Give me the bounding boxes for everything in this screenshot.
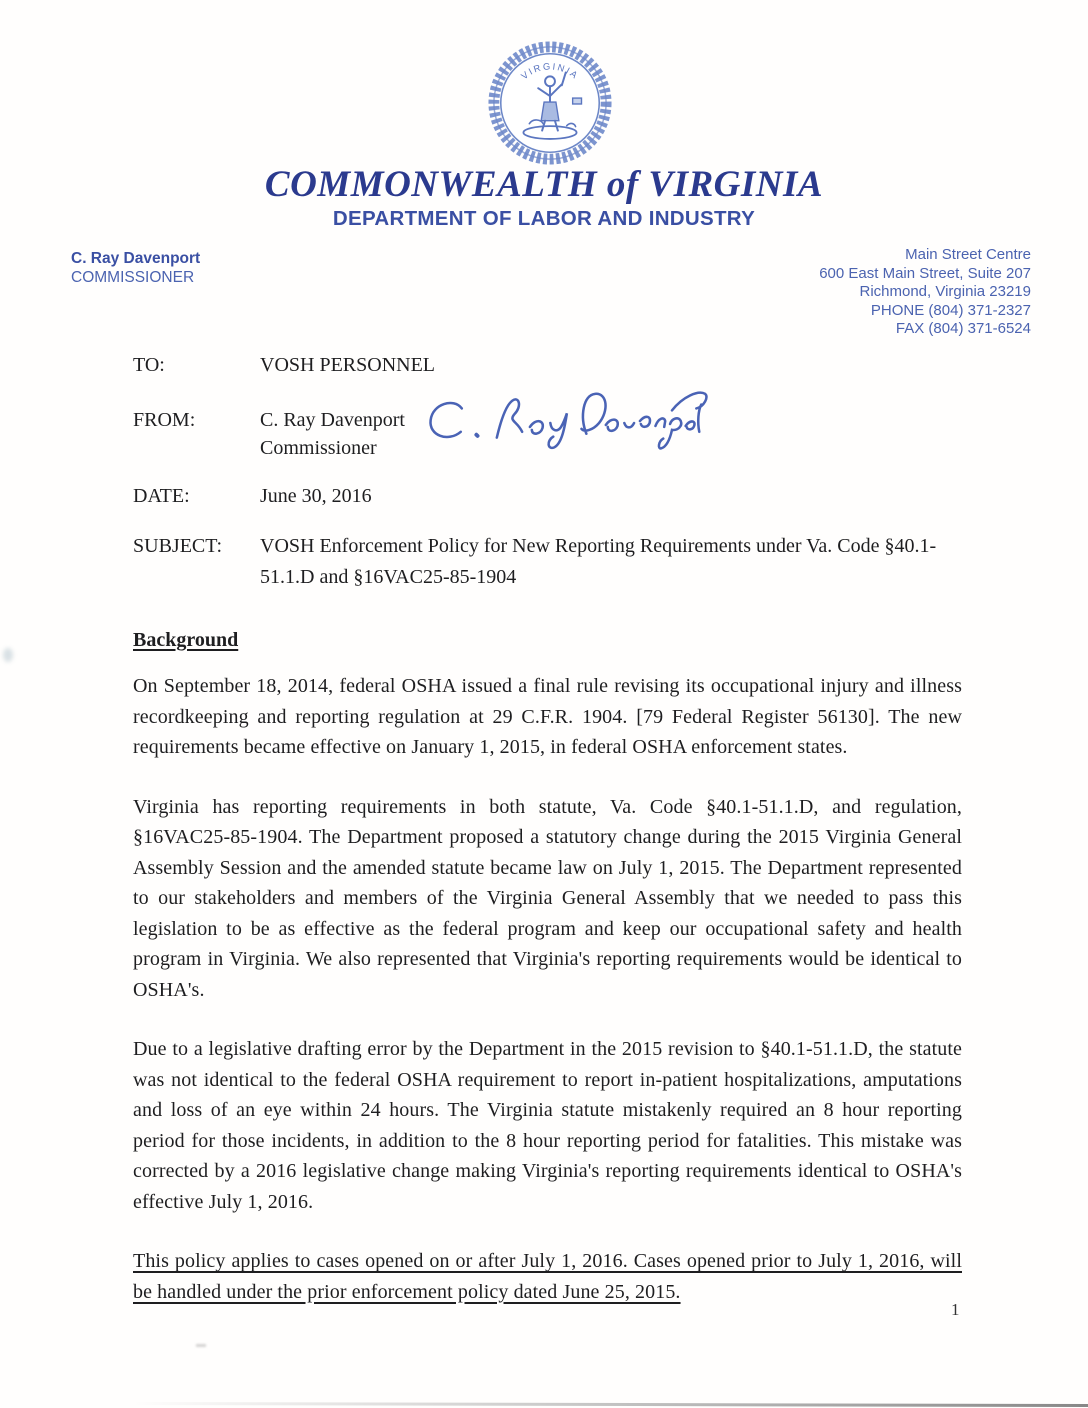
memo-to-label: TO:	[133, 354, 165, 376]
department-name: DEPARTMENT OF LABOR AND INDUSTRY	[332, 207, 756, 230]
virginia-state-seal-icon	[486, 38, 614, 168]
memo-from-label: FROM:	[133, 409, 196, 431]
page-title: COMMONWEALTH of VIRGINIA	[264, 164, 824, 205]
address-line: PHONE (804) 371-2327	[870, 301, 1031, 319]
address-line: Main Street Centre	[905, 246, 1031, 263]
scan-edge-line	[133, 1402, 1088, 1407]
scan-speck	[3, 648, 13, 662]
memo-subject-label: SUBJECT:	[133, 535, 223, 557]
commissioner-title: COMMISSIONER	[71, 269, 195, 286]
address-block	[819, 246, 1031, 339]
paragraph-2: Virginia has reporting requirements in both statute, Va. Code §40.1-51.1.D, and regulation, §16VAC25-85-1904. The Department proposed a statutory change during the 2015 Virginia General Assembly Session and the amended statute became law on July 1, 2015. The Department represented to our stakeholders and members of the Virginia General Assembly that we needed to pass this legislation to be as effective as the federal program and keep our occupational safety and health program in Virginia. We also represented that Virginia's reporting requirements would be identical to OSHA's.	[133, 795, 962, 1001]
memo-content	[133, 352, 962, 1307]
memo-from-value	[260, 406, 962, 462]
commissioner-block	[71, 249, 200, 287]
address-line: FAX (804) 371-6524	[895, 320, 1031, 337]
memo-from-title: Commissioner	[260, 437, 377, 459]
memo-subject-value: VOSH Enforcement Policy for New Reporting Requirements under Va. Code §40.1-51.1.D and §16VAC25-85-1904	[260, 535, 937, 588]
address-line: 600 East Main Street, Suite 207	[819, 264, 1031, 282]
memo-date-label: DATE:	[133, 485, 190, 507]
scan-speck	[196, 1344, 206, 1347]
page-number: 1	[951, 1300, 960, 1319]
policy-statement: This policy applies to cases opened on or after July 1, 2016. Cases opened prior to July 1, 2016, will be handled under the prior enforcement policy dated June 25, 2015.	[133, 1250, 962, 1303]
paragraph-3: Due to a legislative drafting error by the Department in the 2015 revision to §40.1-51.1.D, the statute was not identical to the federal OSHA requirement to report in-patient hospitalizations, amputations and loss of an eye within 24 hours. The Virginia statute mistakenly required an 8 hour reporting period for those incidents, in addition to the 8 hour reporting period for fatalities. This mistake was corrected by a 2016 legislative change making Virginia's reporting requirements identical to OSHA's effective July 1, 2016.	[133, 1038, 962, 1213]
commissioner-name: C. Ray Davenport	[71, 250, 201, 267]
address-line: Richmond, Virginia 23219	[859, 283, 1031, 300]
memo-to-value: VOSH PERSONNEL	[260, 354, 436, 376]
memo-to-row	[133, 352, 962, 378]
svg-text:VIRGINIA: VIRGINIA	[519, 61, 581, 82]
memo-subject-row	[133, 531, 962, 593]
memo-from-name: C. Ray Davenport	[260, 409, 405, 431]
memo-from-row	[133, 406, 962, 462]
section-heading-background: Background	[133, 629, 239, 651]
memo-date-value: June 30, 2016	[260, 485, 372, 507]
memo-date-row	[133, 483, 962, 509]
paragraph-1: On September 18, 2014, federal OSHA issued a final rule revising its occupational injury and illness recordkeeping and reporting regulation at 29 C.F.R. 1904. [79 Federal Register 56130]. The new requirements became effective on January 1, 2015, in federal OSHA enforcement states.	[133, 675, 962, 758]
